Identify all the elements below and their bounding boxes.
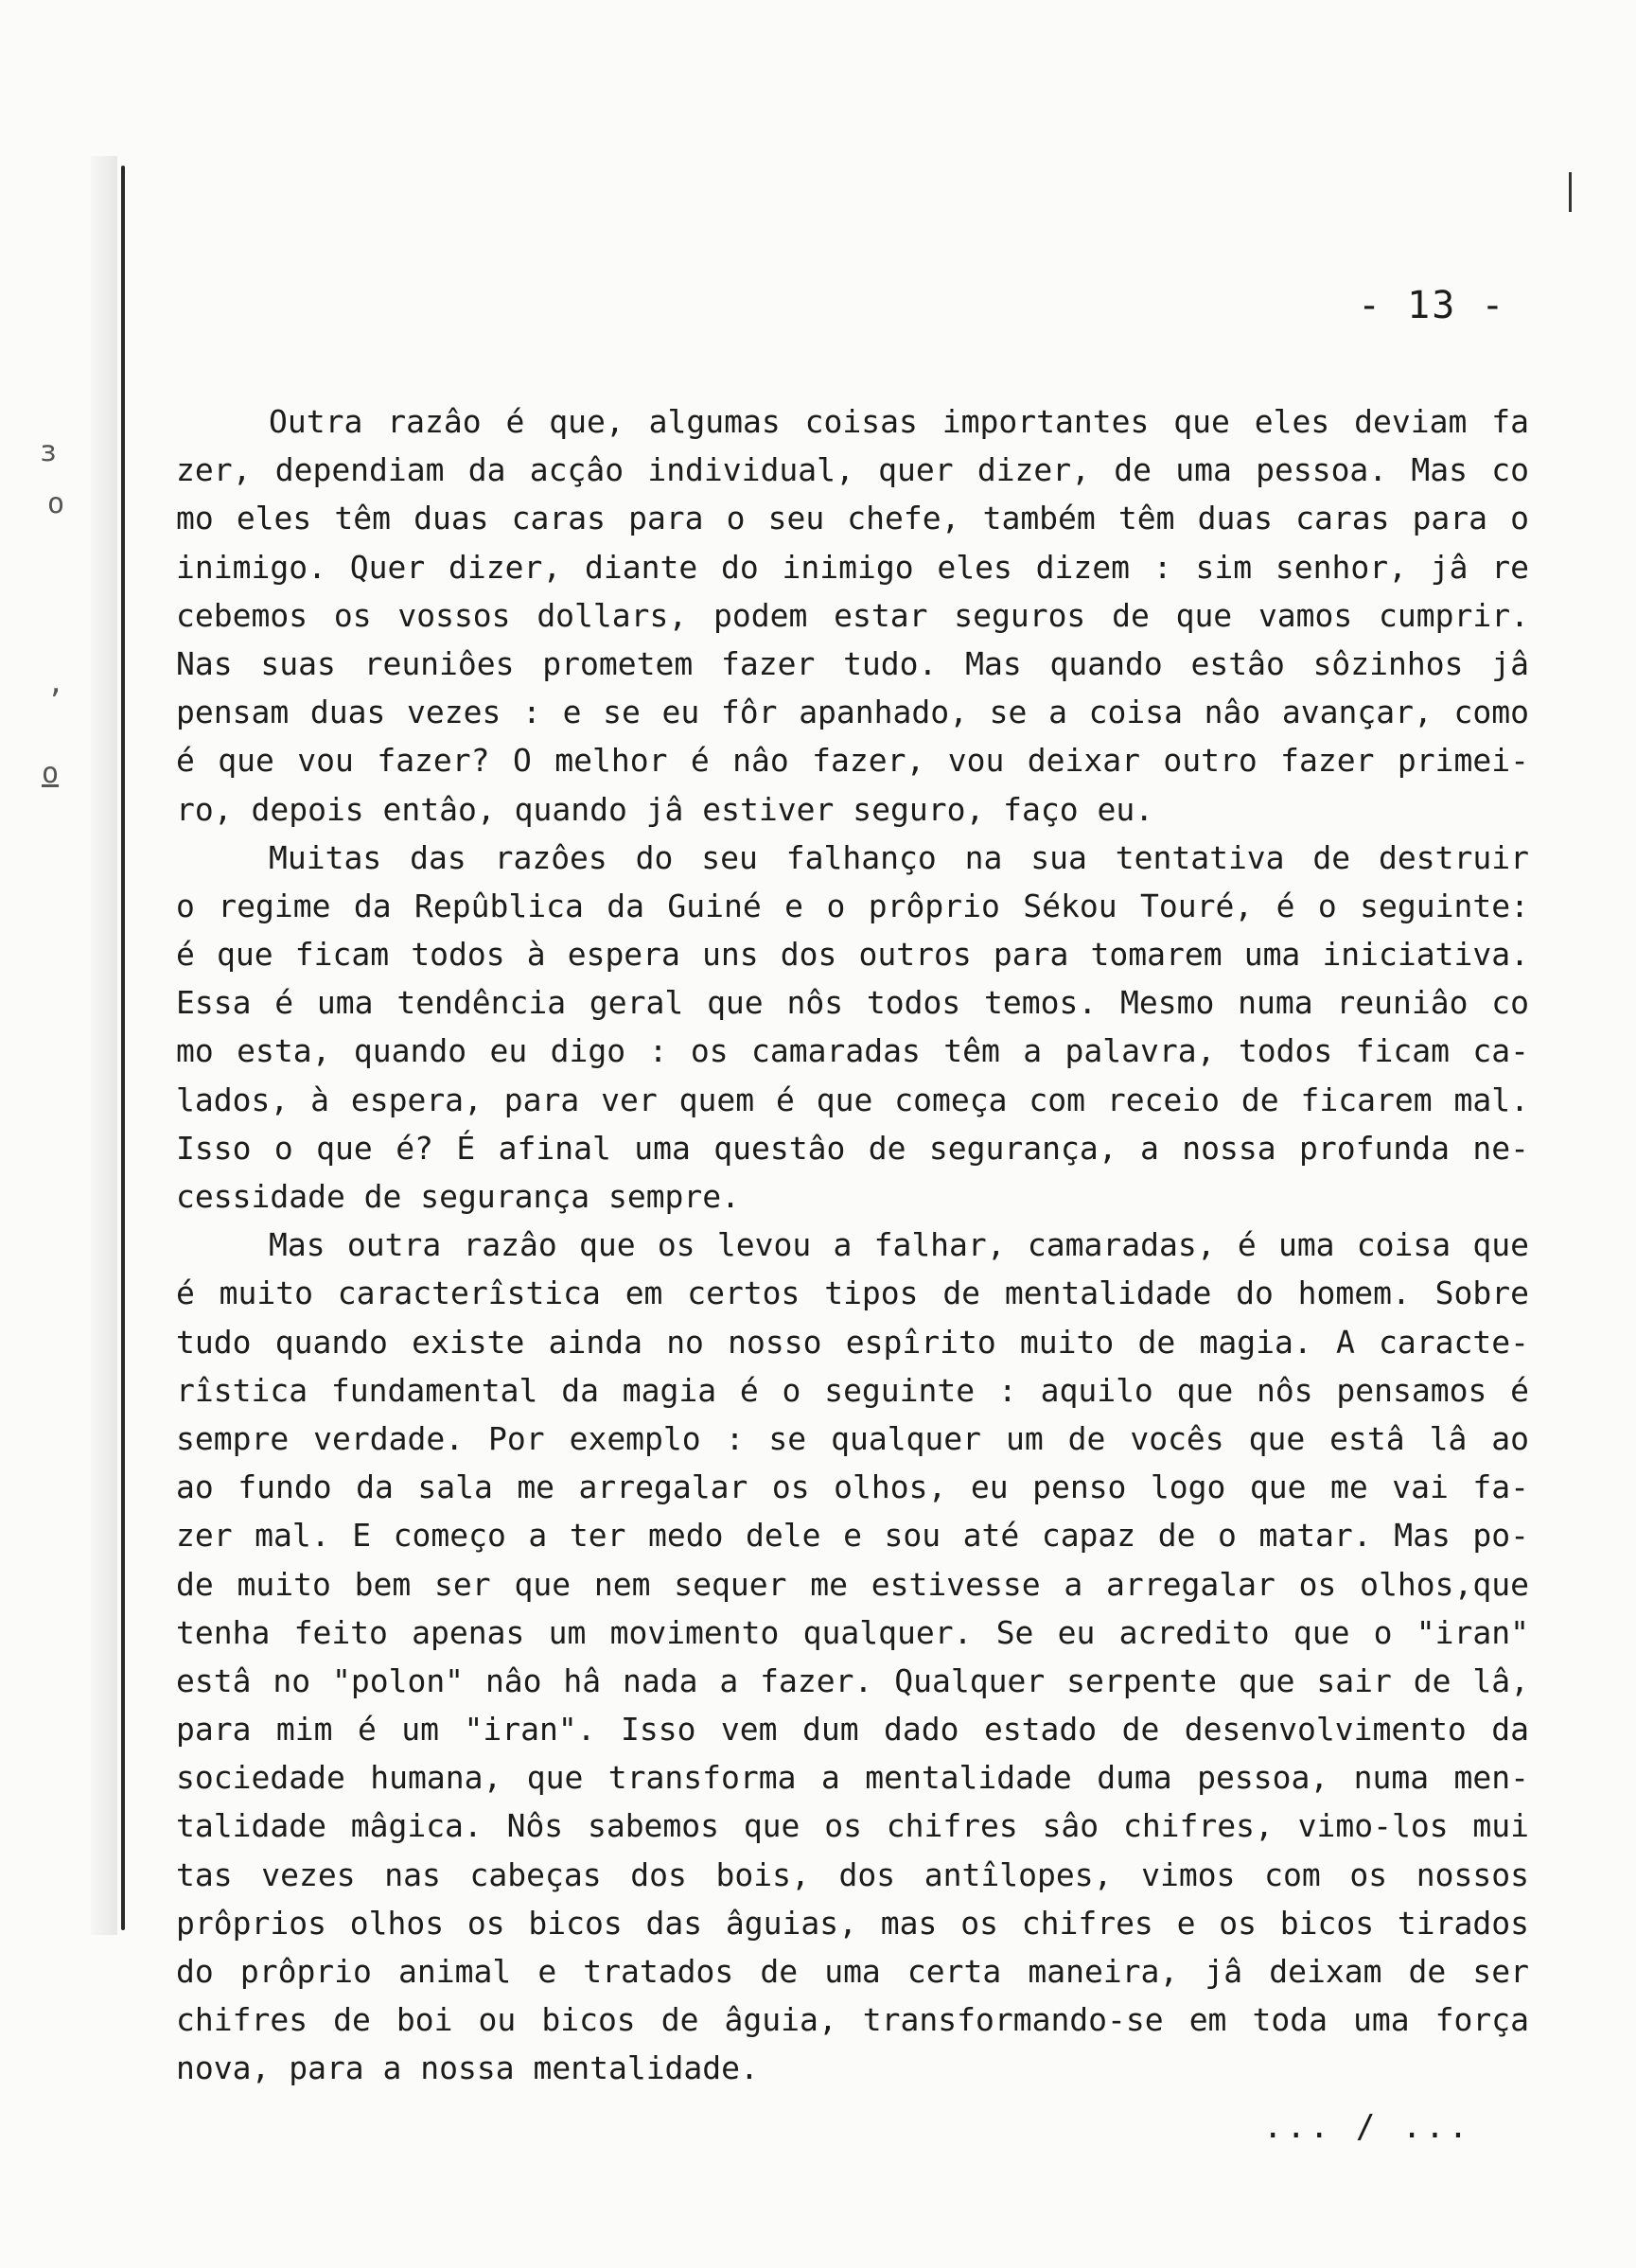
binder-shadow <box>91 156 117 1935</box>
text-line: tudo quando existe ainda no nosso espîrito muito de magia. A caracte- <box>176 1323 1529 1361</box>
page-number: - 13 - <box>1358 284 1506 327</box>
text-line: para mim é um "iran". Isso vem dum dado estado de desenvolvimento da <box>176 1711 1529 1749</box>
text-line: Muitas das razôes do seu falhanço na sua tentativa de destruir <box>269 838 1529 876</box>
text-line: Isso o que é? É afinal uma questâo de segurança, a nossa profunda ne- <box>176 1129 1529 1167</box>
text-line: chifres de boi ou bicos de âguia, transformando-se em toda uma força <box>176 2001 1529 2039</box>
paragraph <box>176 1221 1529 2092</box>
text-line: é muito caracterîstica em certos tipos de mentalidade do homem. Sobre <box>176 1275 1529 1312</box>
paragraph <box>176 834 1529 1222</box>
text-line: prôprios olhos os bicos das âguias, mas os chifres e os bicos tirados <box>176 1904 1529 1942</box>
text-line: do prôprio animal e tratados de uma certa maneira, jâ deixam de ser <box>176 1953 1529 1990</box>
text-line: pensam duas vezes : e se eu fôr apanhado, se a coisa nâo avançar, como <box>176 694 1529 731</box>
text-line: Mas outra razâo que os levou a falhar, camaradas, é uma coisa que <box>269 1226 1529 1264</box>
paragraph <box>176 397 1529 834</box>
text-line: talidade mâgica. Nôs sabemos que os chifres sâo chifres, vimo-los mui <box>176 1807 1529 1845</box>
text-line: Outra razâo é que, algumas coisas importantes que eles deviam fa <box>269 403 1529 440</box>
text-line: de muito bem ser que nem sequer me estivesse a arregalar os olhos,que <box>176 1565 1529 1603</box>
paragraph-container <box>176 397 1529 2093</box>
text-line: é que ficam todos à espera uns dos outros para tomarem uma iniciativa. <box>176 936 1529 974</box>
text-line: mo eles têm duas caras para o seu chefe, também têm duas caras para o <box>176 500 1529 537</box>
text-line: ao fundo da sala me arregalar os olhos, eu penso logo que me vai fa- <box>176 1468 1529 1506</box>
text-line: lados, à espera, para ver quem é que começa com receio de ficarem mal. <box>176 1081 1529 1118</box>
right-edge-mark <box>1569 172 1572 212</box>
text-line: zer, dependiam da acçâo individual, quer dizer, de uma pessoa. Mas co <box>176 451 1529 489</box>
text-line: ro, depois entâo, quando jâ estiver seguro, faço eu. <box>176 790 1154 828</box>
text-line: nova, para a nossa mentalidade. <box>176 2049 759 2087</box>
margin-mark: o <box>47 487 65 520</box>
binder-edge-line <box>121 166 125 1930</box>
margin-mark: , <box>47 667 65 700</box>
text-line: estâ no "polon" nâo hâ nada a fazer. Qualquer serpente que sair de lâ, <box>176 1661 1529 1699</box>
continuation-mark: ... / ... <box>1263 2108 1472 2146</box>
margin-mark: ɜ <box>40 435 58 468</box>
text-line: Nas suas reuniôes prometem fazer tudo. Mas quando estâo sôzinhos jâ <box>176 644 1529 682</box>
text-line: Essa é uma tendência geral que nôs todos temos. Mesmo numa reuniâo co <box>176 984 1529 1022</box>
text-line: zer mal. E começo a ter medo dele e sou até capaz de o matar. Mas po- <box>176 1517 1529 1555</box>
text-line: rîstica fundamental da magia é o seguinte : aquilo que nôs pensamos é <box>176 1371 1529 1409</box>
text-line: é que vou fazer? O melhor é nâo fazer, vou deixar outro fazer primei- <box>176 742 1529 780</box>
text-line: mo esta, quando eu digo : os camaradas têm a palavra, todos ficam ca- <box>176 1032 1529 1070</box>
text-line: inimigo. Quer dizer, diante do inimigo eles dizem : sim senhor, jâ re <box>176 548 1529 586</box>
text-line: sempre verdade. Por exemplo : se qualquer um de vocês que estâ lâ ao <box>176 1419 1529 1457</box>
text-line: o regime da Repûblica da Guiné e o prôprio Sékou Touré, é o seguinte: <box>176 887 1529 924</box>
document-body <box>176 397 1529 2093</box>
text-line: cessidade de segurança sempre. <box>176 1178 741 1215</box>
text-line: cebemos os vossos dollars, podem estar seguros de que vamos cumprir. <box>176 596 1529 634</box>
text-line: tas vezes nas cabeças dos bois, dos antîlopes, vimos com os nossos <box>176 1855 1529 1893</box>
text-line: sociedade humana, que transforma a mentalidade duma pessoa, numa men- <box>176 1759 1529 1797</box>
text-line: tenha feito apenas um movimento qualquer. Se eu acredito que o "iran" <box>176 1613 1529 1651</box>
margin-mark: o <box>42 757 60 790</box>
